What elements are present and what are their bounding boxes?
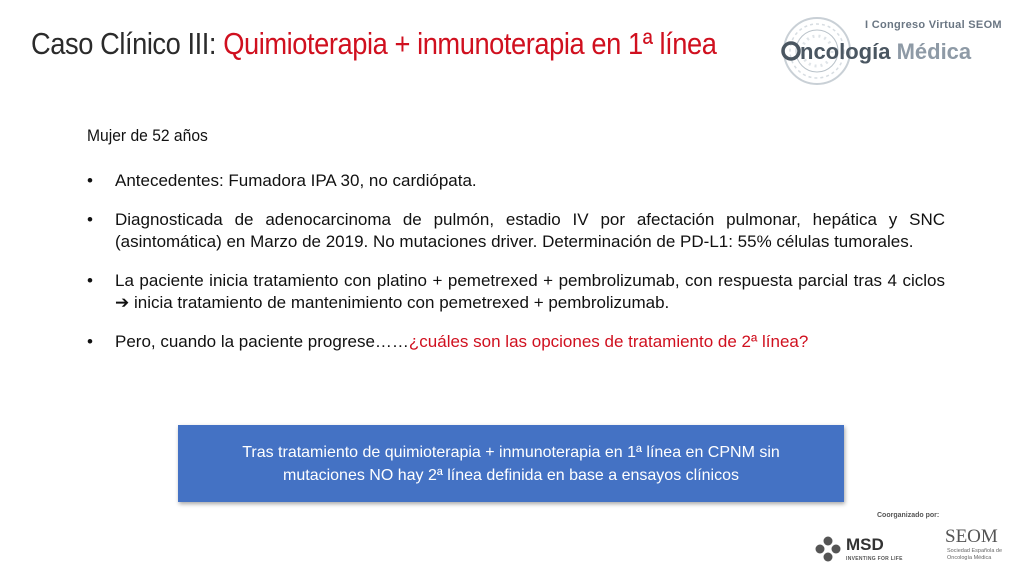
bullet-marker: • (87, 171, 93, 190)
bullet-marker: • (87, 210, 93, 229)
bullet-item (87, 331, 945, 353)
o-letter-icon (780, 40, 802, 62)
brand-name (800, 39, 971, 65)
conclusion-callout-box (178, 425, 844, 502)
msd-name: MSD (846, 535, 884, 554)
bullet-text: Pero, cuando la paciente progrese…… (115, 332, 409, 351)
bullet-item (87, 209, 945, 253)
bullet-question: ¿cuáles son las opciones de tratamiento de 2ª línea? (408, 332, 809, 351)
slide-content (87, 125, 945, 370)
coorganized-label: Coorganizado por: (877, 512, 940, 519)
congress-logo (780, 14, 1012, 88)
msd-tagline: INVENTING FOR LIFE (846, 556, 903, 562)
congress-name: I Congreso Virtual SEOM (865, 19, 1002, 31)
right-arrow-icon: ➔ (115, 293, 130, 312)
brand-part2: Médica (890, 39, 972, 64)
bullet-text: Antecedentes: Fumadora IPA 30, no cardiópata. (115, 171, 477, 190)
bullet-item (87, 170, 945, 192)
title-prefix: Caso Clínico III: (31, 26, 224, 61)
seom-subtitle: Sociedad Española de Oncología Médica (947, 548, 1003, 561)
bullet-item (87, 270, 945, 314)
slide-title (31, 26, 716, 62)
seom-logo (945, 526, 1015, 572)
title-main: Quimioterapia + inmunoterapia en 1ª línea (223, 26, 717, 61)
callout-text: Tras tratamiento de quimioterapia + inmunoterapia en 1ª línea en CPNM sin mutaciones NO hay 2ª línea definida en base a ensayos clínicos (242, 443, 780, 484)
seom-name: SEOM (945, 526, 998, 547)
bullet-text: Diagnosticada de adenocarcinoma de pulmón, estadio IV por afectación pulmonar, hepática y SNC (asintomática) en Marzo de 2019. No mutaciones driver. Determinación de PD-L1: 55% células tumorales. (115, 210, 945, 251)
msd-emblem-icon (815, 536, 841, 562)
msd-logo (815, 532, 930, 566)
bullet-marker: • (87, 332, 93, 351)
bullet-text-continued: inicia tratamiento de mantenimiento con pemetrexed + pembrolizumab. (129, 293, 670, 312)
patient-intro: Mujer de 52 años (87, 126, 208, 145)
bullet-marker: • (87, 271, 93, 290)
bullet-text: La paciente inicia tratamiento con platino + pemetrexed + pembrolizumab, con respuesta parcial tras 4 ciclos (115, 271, 945, 290)
brand-part1: ncología (800, 39, 891, 64)
